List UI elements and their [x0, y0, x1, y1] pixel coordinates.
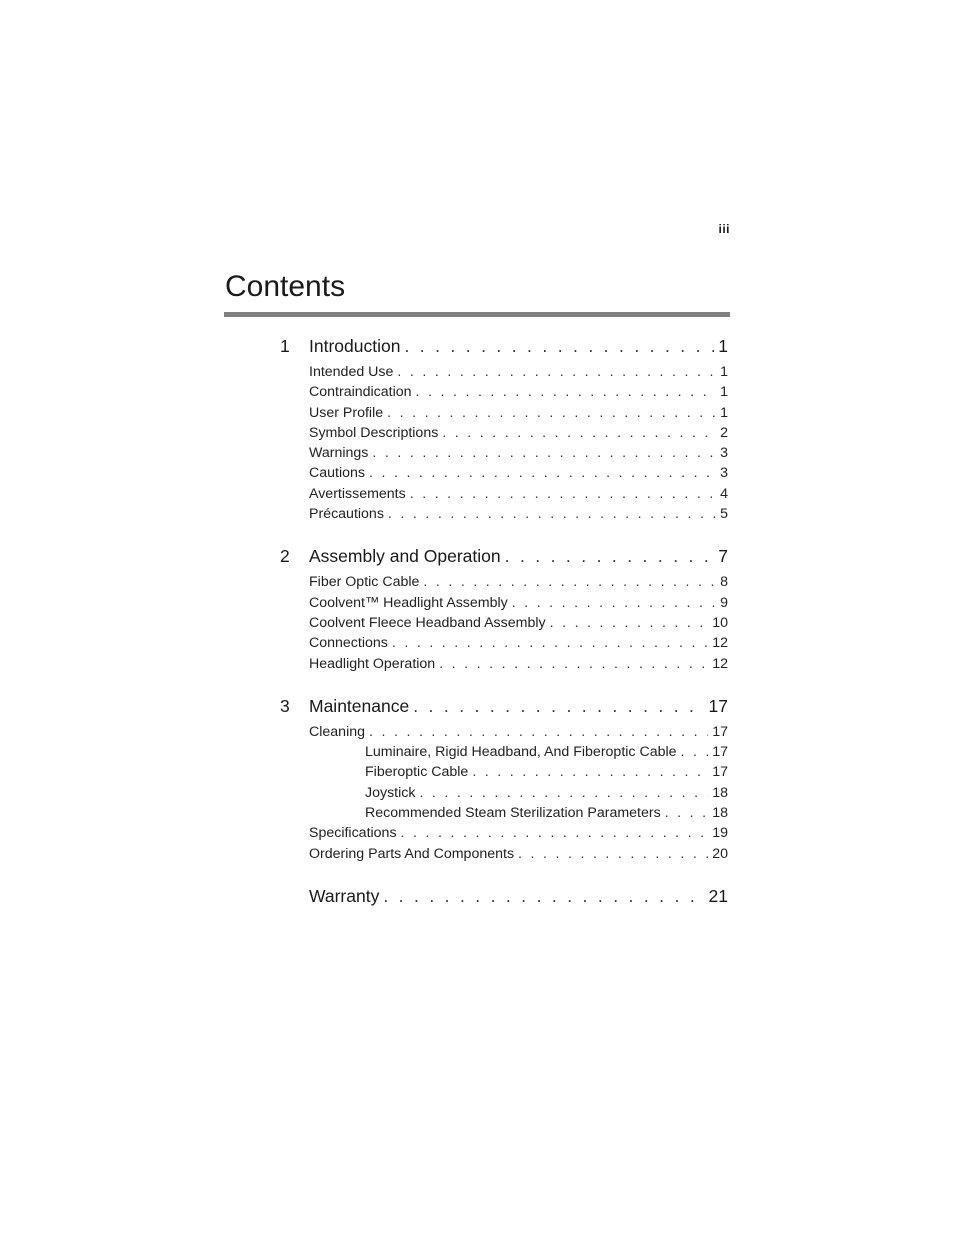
toc-entry-link[interactable] [309, 654, 728, 674]
chapter-heading-link[interactable] [280, 696, 728, 722]
toc-entry-link[interactable] [309, 504, 728, 524]
dot-leader [404, 336, 714, 357]
entry-page-number: 5 [720, 506, 728, 523]
toc-entry-link[interactable] [309, 613, 728, 633]
entry-label: Avertissements [309, 485, 406, 502]
entry-page-number: 3 [720, 445, 728, 462]
dot-leader [423, 572, 716, 592]
entry-label: Intended Use [309, 364, 394, 380]
entry-label: Cautions [309, 465, 365, 482]
entry-page-number: 9 [720, 594, 728, 611]
dot-leader [387, 403, 716, 423]
chapter-title: Maintenance [309, 695, 410, 716]
title-rule [224, 312, 730, 317]
dot-leader [505, 546, 715, 567]
entry-label: Contraindication [309, 384, 412, 401]
dot-leader [416, 382, 717, 402]
dot-leader [372, 443, 716, 463]
entry-label: Précautions [309, 506, 384, 523]
entry-page-number: 3 [720, 465, 728, 482]
chapter-title: Introduction [309, 336, 401, 356]
toc-chapter [280, 696, 728, 864]
toc-subentry-link[interactable] [365, 762, 728, 782]
dot-leader [410, 484, 716, 504]
dot-leader [413, 696, 704, 717]
toc-entry-link[interactable] [309, 633, 728, 653]
entry-page-number: 19 [712, 825, 728, 842]
chapter-page-number: 1 [718, 336, 728, 356]
toc-subentry-link[interactable] [365, 742, 728, 762]
chapter-number: 2 [280, 546, 290, 567]
dot-leader [442, 423, 716, 443]
chapter-heading-link[interactable] [280, 336, 728, 362]
entry-label: Coolvent Fleece Headband Assembly [309, 614, 546, 631]
dot-leader [392, 633, 708, 653]
entry-label: Ordering Parts And Components [309, 845, 515, 862]
dot-leader [518, 844, 708, 864]
dot-leader [550, 613, 709, 633]
entry-label: Recommended Steam Sterilization Parameters [365, 805, 661, 822]
dot-leader [397, 362, 716, 382]
toc-chapter [280, 336, 728, 524]
toc-entry-link[interactable] [309, 403, 728, 423]
entry-page-number: 12 [712, 655, 728, 672]
chapter-title: Warranty [309, 885, 380, 906]
chapter-page-number: 21 [708, 885, 728, 906]
toc-entry-link[interactable] [309, 844, 728, 864]
entry-label: Headlight Operation [309, 655, 436, 672]
dot-leader [369, 722, 708, 742]
entry-page-number: 17 [712, 723, 728, 740]
table-of-contents [280, 336, 728, 934]
entry-page-number: 4 [720, 485, 728, 502]
dot-leader [472, 762, 708, 782]
entry-page-number: 8 [720, 574, 728, 591]
chapter-page-number: 7 [718, 546, 728, 567]
chapter-heading-link[interactable] [280, 546, 728, 572]
entry-page-number: 17 [712, 744, 728, 761]
toc-subentry-link[interactable] [365, 783, 728, 803]
toc-entry-link[interactable] [309, 722, 728, 742]
entry-label: Coolvent™ Headlight Assembly [309, 594, 508, 611]
entry-page-number: 18 [712, 805, 728, 822]
page-title: Contents [225, 270, 346, 303]
entry-page-number: 18 [712, 784, 728, 801]
entry-label: User Profile [309, 404, 384, 421]
toc-entry-link[interactable] [309, 484, 728, 504]
entry-label: Luminaire, Rigid Headband, And Fiberoptic Cable [365, 744, 677, 761]
entry-label: Symbol Descriptions [309, 424, 439, 441]
toc-chapter [280, 546, 728, 673]
entry-page-number: 17 [712, 764, 728, 781]
dot-leader [369, 463, 716, 483]
dot-leader [419, 783, 708, 803]
toc-chapter [280, 886, 728, 912]
entry-page-number: 1 [720, 404, 728, 421]
entry-label: Fiber Optic Cable [309, 574, 420, 591]
toc-entry-link[interactable] [309, 593, 728, 613]
dot-leader [681, 742, 709, 762]
entry-label: Fiberoptic Cable [365, 764, 469, 781]
chapter-number: 1 [280, 336, 290, 356]
chapter-heading-link[interactable] [280, 886, 728, 912]
chapter-page-number: 17 [708, 695, 728, 716]
entry-label: Cleaning [309, 723, 366, 740]
chapter-title: Assembly and Operation [309, 546, 501, 567]
dot-leader [439, 654, 708, 674]
entry-label: Connections [309, 635, 388, 652]
entry-label: Warnings [309, 445, 369, 462]
page-number: iii [718, 222, 730, 236]
entry-page-number: 1 [720, 384, 728, 401]
toc-subentry-link[interactable] [365, 803, 728, 823]
dot-leader [401, 823, 709, 843]
entry-label: Specifications [309, 825, 397, 842]
entry-page-number: 12 [712, 635, 728, 652]
entry-page-number: 1 [720, 364, 728, 380]
dot-leader [388, 504, 716, 524]
chapter-number: 3 [280, 695, 290, 716]
entry-page-number: 20 [712, 845, 728, 862]
dot-leader [665, 803, 709, 823]
entry-page-number: 2 [720, 424, 728, 441]
entry-label: Joystick [365, 784, 416, 801]
toc-entry-link[interactable] [309, 823, 728, 843]
toc-entry-link[interactable] [309, 362, 728, 382]
toc-entry-link[interactable] [309, 443, 728, 463]
dot-leader [383, 886, 704, 907]
toc-entry-link[interactable] [309, 382, 728, 402]
toc-entry-link[interactable] [309, 463, 728, 483]
toc-entry-link[interactable] [309, 423, 728, 443]
entry-page-number: 10 [712, 614, 728, 631]
toc-entry-link[interactable] [309, 572, 728, 592]
dot-leader [512, 593, 716, 613]
